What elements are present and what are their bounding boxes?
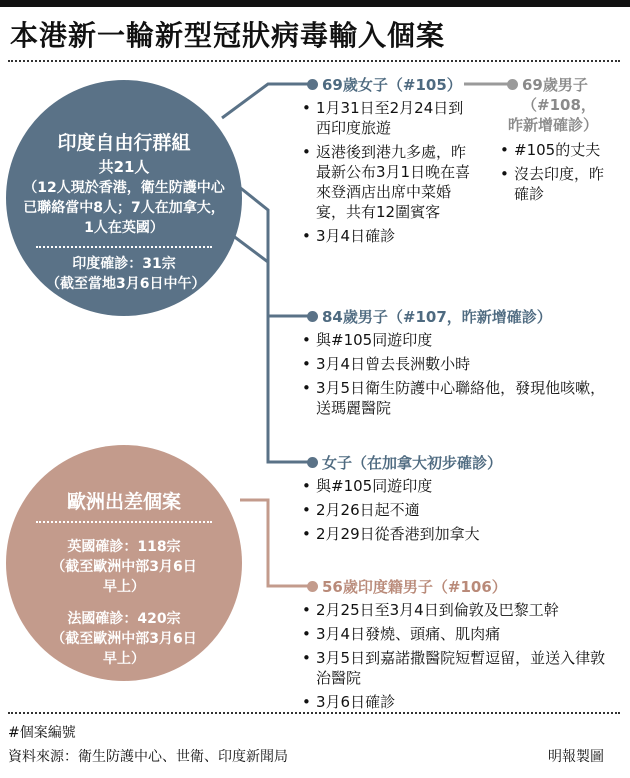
india-group-circle bbox=[6, 80, 242, 316]
case106-item: • 3月4日發燒、頭痛、肌肉痛 bbox=[300, 624, 620, 644]
footer-source: 資料來源：衛生防護中心、世衛、印度新聞局 bbox=[8, 749, 288, 765]
canada-case-item: • 與#105同遊印度 bbox=[300, 476, 620, 496]
uk-note: （截至歐洲中部3月6日早上） bbox=[51, 559, 197, 595]
case106-list bbox=[300, 600, 620, 716]
uk-confirmed: 英國確診：118宗 bbox=[67, 539, 181, 555]
case105-item: • 3月4日確診 bbox=[300, 226, 478, 246]
fr-confirmed: 法國確診：420宗 bbox=[67, 611, 181, 627]
case105-marker bbox=[307, 79, 318, 90]
case107-item: • 3月5日衛生防護中心聯絡他，發現他咳嗽，送瑪麗醫院 bbox=[300, 378, 620, 418]
india-group-detail: （12人現於香港，衛生防護中心已聯絡當中8人；7人在加拿大，1人在英國） bbox=[23, 180, 225, 236]
india-group-heading: 印度自由行群組 bbox=[57, 132, 191, 154]
case105-item: • 返港後到港九多處，昨最新公布3月1日晚在喜來登酒店出席中菜婚宴，共有12圍賓客 bbox=[300, 142, 478, 222]
case105-title: 69歲女子（#105） bbox=[322, 76, 462, 94]
case108-title-id: （#108， bbox=[522, 96, 596, 114]
case108-item: • #105的丈夫 bbox=[498, 140, 618, 160]
case106-title: 56歲印度籍男子（#106） bbox=[322, 578, 507, 596]
canada-case-item: • 2月26日起不適 bbox=[300, 500, 620, 520]
case107-list bbox=[300, 330, 620, 422]
case108-list bbox=[498, 140, 618, 208]
case105-list bbox=[300, 98, 478, 250]
case108-item: • 沒去印度，昨確診 bbox=[498, 164, 618, 204]
case106-item: • 3月5日到嘉諾撒醫院短暫逗留，並送入律敦治醫院 bbox=[300, 648, 620, 688]
case105-item: • 1月31日至2月24日到西印度旅遊 bbox=[300, 98, 478, 138]
case106-marker bbox=[307, 581, 318, 592]
case108-title: 69歲男子 bbox=[522, 76, 588, 94]
case107-item: • 3月4日曾去長洲數小時 bbox=[300, 354, 620, 374]
canada-case-marker bbox=[307, 457, 318, 468]
fr-note: （截至歐洲中部3月6日早上） bbox=[51, 631, 197, 667]
case106-item: • 3月6日確診 bbox=[300, 692, 620, 712]
footer-credit: 明報製圖 bbox=[548, 749, 604, 765]
canada-case-title: 女子（在加拿大初步確診） bbox=[322, 454, 503, 472]
case107-marker bbox=[307, 311, 318, 322]
case107-title: 84歲男子（#107，昨新增確診） bbox=[322, 308, 552, 326]
europe-group-divider bbox=[36, 521, 212, 523]
canada-case-item: • 2月29日從香港到加拿大 bbox=[300, 524, 620, 544]
case107-item: • 與#105同遊印度 bbox=[300, 330, 620, 350]
page-title: 本港新一輪新型冠狀病毒輸入個案 bbox=[10, 19, 446, 52]
case106-item: • 2月25日至3月4日到倫敦及巴黎工幹 bbox=[300, 600, 620, 620]
connector-case105 bbox=[222, 84, 312, 118]
europe-group-circle bbox=[6, 445, 242, 681]
case108-marker bbox=[507, 79, 518, 90]
india-group-total: 共21人 bbox=[98, 158, 150, 176]
europe-group-heading: 歐洲出差個案 bbox=[66, 491, 181, 513]
canada-case-list bbox=[300, 476, 620, 548]
india-confirmed: 印度確診：31宗 bbox=[72, 256, 176, 272]
india-group-divider bbox=[36, 246, 212, 248]
footer-divider bbox=[8, 712, 620, 714]
india-confirmed-note: （截至當地3月6日中午） bbox=[46, 276, 206, 292]
footer-note: #個案編號 bbox=[8, 725, 76, 741]
case108-title-status: 昨新增確診） bbox=[508, 116, 599, 134]
